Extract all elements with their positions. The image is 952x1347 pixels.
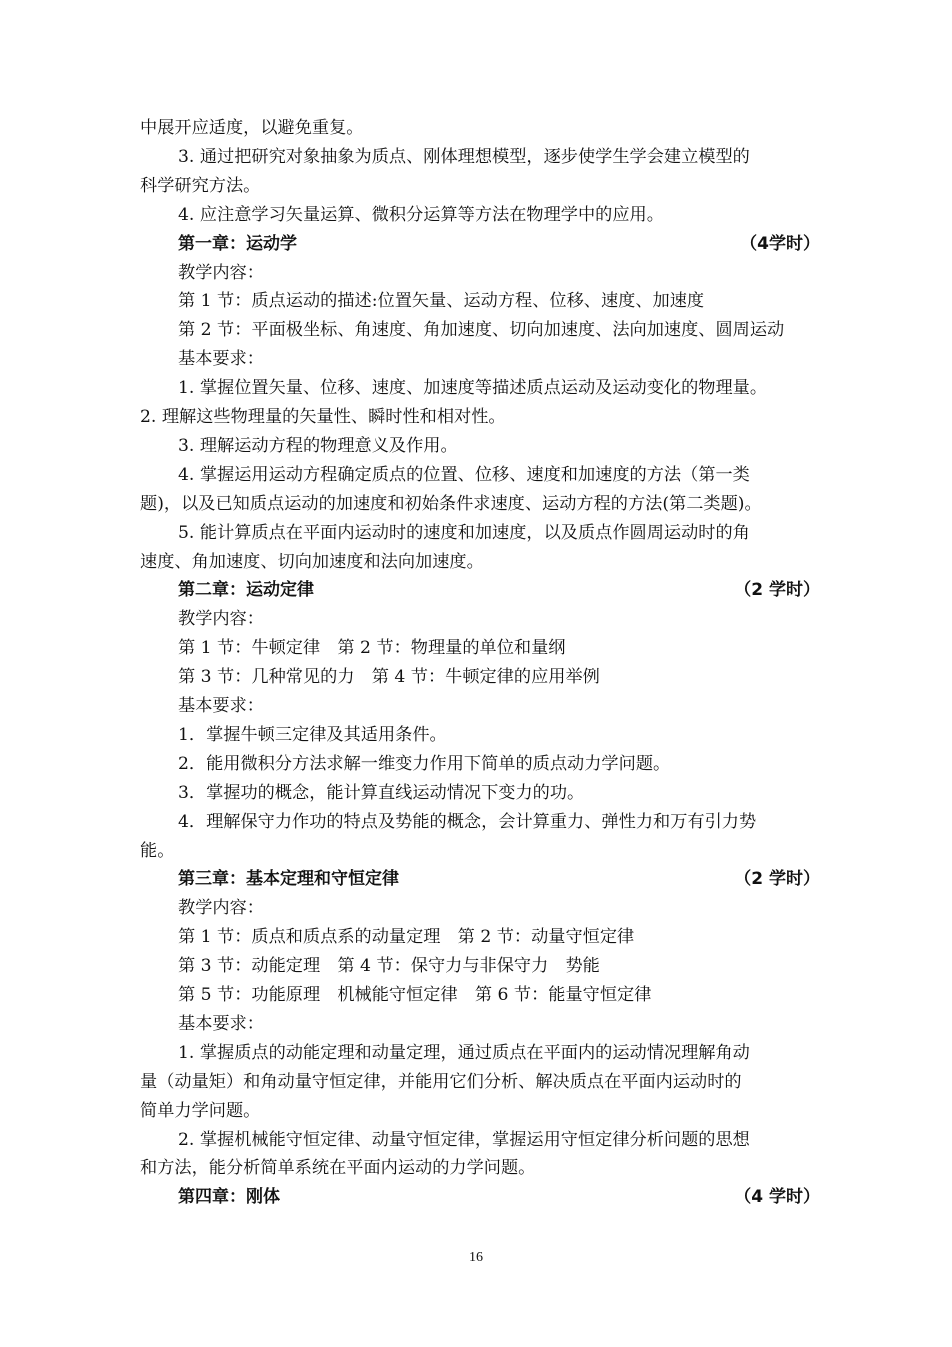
chapter-hours: （4 学时） — [734, 1187, 820, 1208]
text-line: 1．掌握牛顿三定律及其适用条件。 — [178, 724, 447, 745]
text-line: 简单力学问题。 — [140, 1100, 261, 1121]
text-line: 量（动量矩）和角动量守恒定律，并能用它们分析、解决质点在平面内运动时的 — [140, 1071, 742, 1092]
text-line: 5. 能计算质点在平面内运动时的速度和加速度，以及质点作圆周运动时的角 — [178, 522, 750, 543]
text-line: 速度、角加速度、切向加速度和法向加速度。 — [140, 551, 484, 572]
text-line: 基本要求： — [178, 349, 264, 370]
page-number: 16 — [469, 1250, 483, 1265]
text-line: 第 5 节：功能原理 机械能守恒定律 第 6 节：能量守恒定律 — [178, 985, 652, 1005]
text-line: 3. 理解运动方程的物理意义及作用。 — [178, 435, 458, 456]
text-line: 和方法，能分析简单系统在平面内运动的力学问题。 — [140, 1158, 536, 1179]
chapter-heading — [178, 1185, 820, 1209]
text-line: 基本要求： — [178, 696, 264, 716]
text-line: 3．掌握功的概念，能计算直线运动情况下变力的功。 — [178, 782, 585, 803]
chapter-heading — [178, 867, 820, 891]
text-line: 第 2 节：平面极坐标、角速度、角加速度、切向加速度、法向加速度、圆周运动 — [178, 320, 785, 341]
text-line: 科学研究方法。 — [140, 175, 261, 196]
text-line: 第 1 节：质点和质点系的动量定理 第 2 节：动量守恒定律 — [178, 927, 635, 948]
text-line: 能。 — [140, 840, 175, 861]
chapter-hours: （2 学时） — [734, 869, 820, 890]
text-line: 第 3 节：动能定理 第 4 节：保守力与非保守力 势能 — [178, 956, 600, 977]
text-line: 3. 通过把研究对象抽象为质点、刚体理想模型，逐步使学生学会建立模型的 — [178, 146, 750, 167]
text-line: 4. 应注意学习矢量运算、微积分运算等方法在物理学中的应用。 — [178, 204, 664, 225]
chapter-hours: （2 学时） — [734, 580, 820, 601]
text-line: 题)，以及已知质点运动的加速度和初始条件求速度、运动方程的方法(第二类题)。 — [140, 493, 762, 514]
chapter-heading — [178, 232, 820, 256]
text-line: 第 3 节：几种常见的力 第 4 节：牛顿定律的应用举例 — [178, 667, 600, 688]
chapter-heading — [178, 578, 820, 602]
text-line: 4．理解保守力作功的特点及势能的概念，会计算重力、弹性力和万有引力势 — [178, 811, 757, 832]
text-line: 1. 掌握质点的动能定理和动量定理，通过质点在平面内的运动情况理解角动 — [178, 1042, 750, 1063]
chapter-title: 第一章：运动学 — [178, 233, 297, 254]
chapter-title: 第二章：运动定律 — [178, 580, 314, 601]
text-line: 2. 理解这些物理量的矢量性、瞬时性和相对性。 — [140, 407, 506, 427]
text-line: 基本要求： — [178, 1013, 264, 1034]
text-line: 4. 掌握运用运动方程确定质点的位置、位移、速度和加速度的方法（第一类 — [178, 464, 750, 485]
text-line: 教学内容： — [178, 262, 264, 283]
text-line: 中展开应适度，以避免重复。 — [140, 118, 364, 138]
text-line: 教学内容： — [178, 609, 264, 630]
chapter-title: 第三章：基本定理和守恒定律 — [178, 869, 399, 890]
chapter-title: 第四章：刚体 — [178, 1187, 280, 1208]
text-line: 教学内容： — [178, 898, 264, 919]
text-line: 第 1 节：牛顿定律 第 2 节：物理量的单位和量纲 — [178, 638, 566, 659]
text-line: 1. 掌握位置矢量、位移、速度、加速度等描述质点运动及运动变化的物理量。 — [178, 378, 768, 399]
text-line: 第 1 节：质点运动的描述:位置矢量、运动方程、位移、速度、加速度 — [178, 291, 705, 312]
text-line: 2．能用微积分方法求解一维变力作用下简单的质点动力学问题。 — [178, 753, 671, 774]
text-line: 2. 掌握机械能守恒定律、动量守恒定律，掌握运用守恒定律分析问题的思想 — [178, 1129, 750, 1150]
chapter-hours: （4学时） — [740, 233, 820, 254]
